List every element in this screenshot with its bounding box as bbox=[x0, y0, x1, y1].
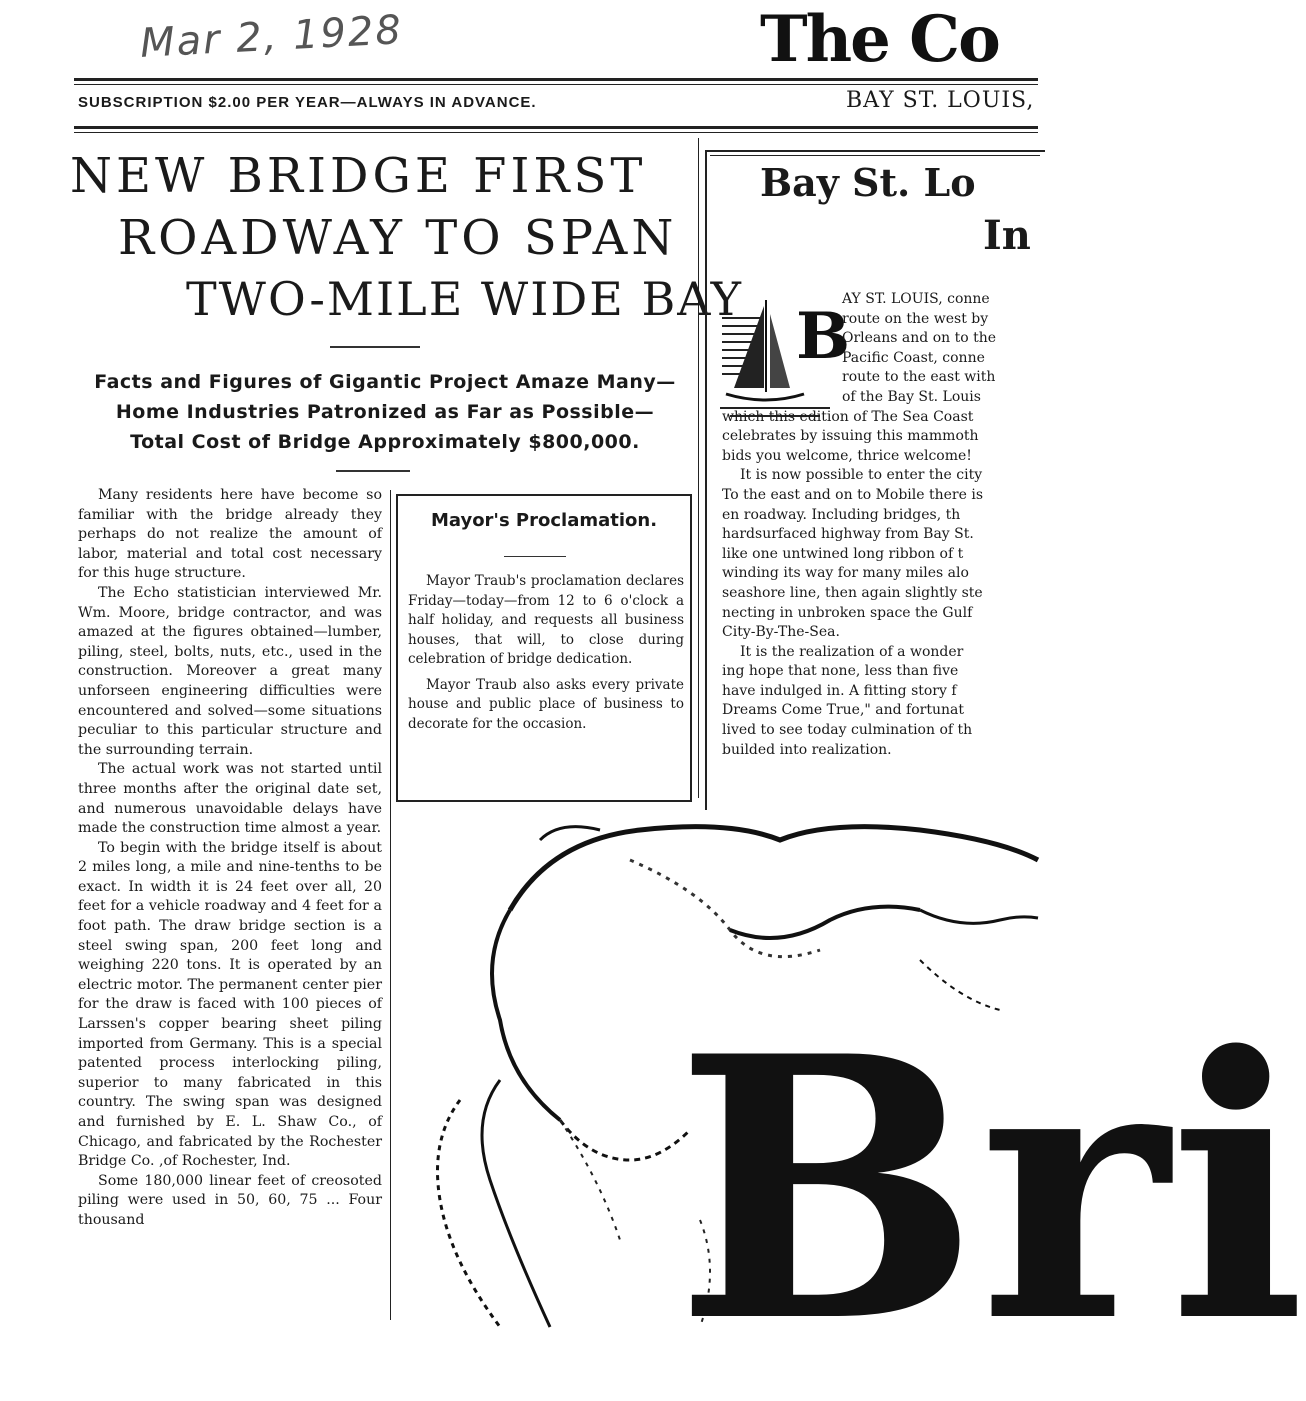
right-line: lived to see today culmination of th bbox=[722, 722, 973, 739]
deck-line-3: Total Cost of Bridge Approximately $800,000. bbox=[130, 431, 640, 453]
article-paragraph-4: To begin with the bridge itself is about 2 miles long, a mile and nine-tenths to be exact. In width it is 24 feet over all, 20 feet for a vehicle roadway and 4 feet for a foot path. The draw bridge section is a steel swing span, 200 feet long and weighing 220 tons. It is operated by an electric motor. The permanent center pier for the draw is faced with 100 pieces of Larssen's copper bearing sheet piling imported from Germany. This is a special patented process interlocking piling, superior to many fabricated in this country. The swing span was designed and furnished by E. L. Shaw Co., of Chicago, and fabricated by the Rochester Bridge Co. ,of Rochester, Ind. bbox=[78, 839, 382, 1170]
article-paragraph-1: Many residents here have become so familiar with the bridge already they perhaps do not realize the amount of labor, material and total cost necessary for this huge structure. bbox=[78, 487, 382, 582]
article-paragraph-2: The Echo statistician interviewed Mr. Wm. Moore, bridge contractor, and was amazed at the figures obtained—lumber, piling, steel, bolts, nuts, etc., used in the construction. Moreover a great many unforseen engineering difficulties were encountered and solved—some situations peculiar to this particular structure and the surrounding terrain. bbox=[78, 584, 382, 758]
right-article-text bbox=[722, 290, 1042, 760]
right-article-heading-2: In bbox=[983, 212, 1031, 259]
article-left-column bbox=[78, 486, 382, 1322]
right-line: route to the east with bbox=[842, 369, 996, 386]
illustration-lettering: Bri bbox=[675, 978, 1306, 1401]
right-line: en roadway. Including bridges, th bbox=[722, 506, 961, 523]
headline-divider bbox=[330, 346, 420, 348]
right-line: Dreams Come True," and fortunat bbox=[722, 702, 964, 719]
dateline: BAY ST. LOUIS, bbox=[846, 88, 1035, 113]
deck-divider bbox=[336, 470, 410, 472]
right-line: which this edition of The Sea Coast bbox=[722, 408, 974, 425]
header-rule bbox=[74, 126, 1038, 129]
svg-text:B: B bbox=[796, 299, 851, 374]
right-line: necting in unbroken space the Gulf bbox=[722, 604, 973, 621]
handwritten-date: Mar 2, 1928 bbox=[138, 7, 404, 67]
proclamation-paragraph-2: Mayor Traub also asks every private house and public place of business to decorate for the occasion. bbox=[408, 676, 684, 732]
proclamation-title: Mayor's Proclamation. bbox=[430, 510, 658, 531]
article-paragraph-3: The actual work was not started until three months after the original date set, and numerous unavoidable delays have made the construction time almost a year. bbox=[78, 761, 382, 837]
proclamation-divider bbox=[504, 556, 566, 557]
right-line: To the east and on to Mobile there is bbox=[722, 486, 984, 503]
top-rule bbox=[74, 78, 1038, 81]
right-line: winding its way for many miles alo bbox=[722, 565, 969, 582]
header-rule-thin bbox=[74, 132, 1038, 133]
right-line: like one untwined long ribbon of t bbox=[722, 545, 964, 562]
proclamation-box bbox=[396, 494, 692, 802]
right-line: celebrates by issuing this mammoth bbox=[722, 428, 979, 445]
headline-line-1: NEW BRIDGE FIRST bbox=[70, 148, 647, 204]
headline-line-2: ROADWAY TO SPAN bbox=[118, 210, 678, 266]
top-rule-thin bbox=[74, 84, 1038, 85]
right-article-frame-inner bbox=[710, 155, 1040, 156]
right-line: bids you welcome, thrice welcome! bbox=[722, 447, 972, 464]
column-divider-left bbox=[390, 490, 391, 1320]
right-article-heading-1: Bay St. Lo bbox=[760, 160, 976, 205]
proclamation-paragraph-1: Mayor Traub's proclamation declares Friday—today—from 12 to 6 o'clock a half holiday, and requests all business houses, that will, to close during celebration of bridge dedication. bbox=[408, 573, 684, 667]
article-paragraph-5: Some 180,000 linear feet of creosoted piling were used in 50, 60, 75 ... Four thousand bbox=[78, 1172, 382, 1228]
right-line: have indulged in. A fitting story f bbox=[722, 682, 957, 699]
headline-line-3: TWO-MILE WIDE BAY bbox=[186, 272, 743, 326]
subscription-line: SUBSCRIPTION $2.00 PER YEAR—ALWAYS IN ADVANCE. bbox=[78, 94, 537, 111]
masthead-fragment: The Co bbox=[760, 2, 999, 77]
right-line: route on the west by bbox=[842, 310, 989, 327]
right-line: hardsurfaced highway from Bay St. bbox=[722, 526, 974, 543]
right-line: ing hope that none, less than five bbox=[722, 663, 959, 680]
deck-line-1: Facts and Figures of Gigantic Project Amaze Many— bbox=[94, 371, 676, 393]
right-line: It is the realization of a wonder bbox=[740, 643, 964, 660]
proclamation-text bbox=[408, 572, 684, 740]
right-line: Pacific Coast, conne bbox=[842, 349, 985, 366]
right-line: City-By-The-Sea. bbox=[722, 624, 840, 641]
right-line: AY ST. LOUIS, conne bbox=[842, 291, 990, 307]
right-line: It is now possible to enter the city bbox=[740, 467, 983, 484]
right-line: builded into realization. bbox=[722, 741, 892, 758]
right-line: Orleans and on to the bbox=[842, 330, 997, 347]
right-line: seashore line, then again slightly ste bbox=[722, 584, 983, 601]
right-line: of the Bay St. Louis bbox=[842, 388, 981, 405]
deck-line-2: Home Industries Patronized as Far as Possible— bbox=[115, 401, 655, 423]
